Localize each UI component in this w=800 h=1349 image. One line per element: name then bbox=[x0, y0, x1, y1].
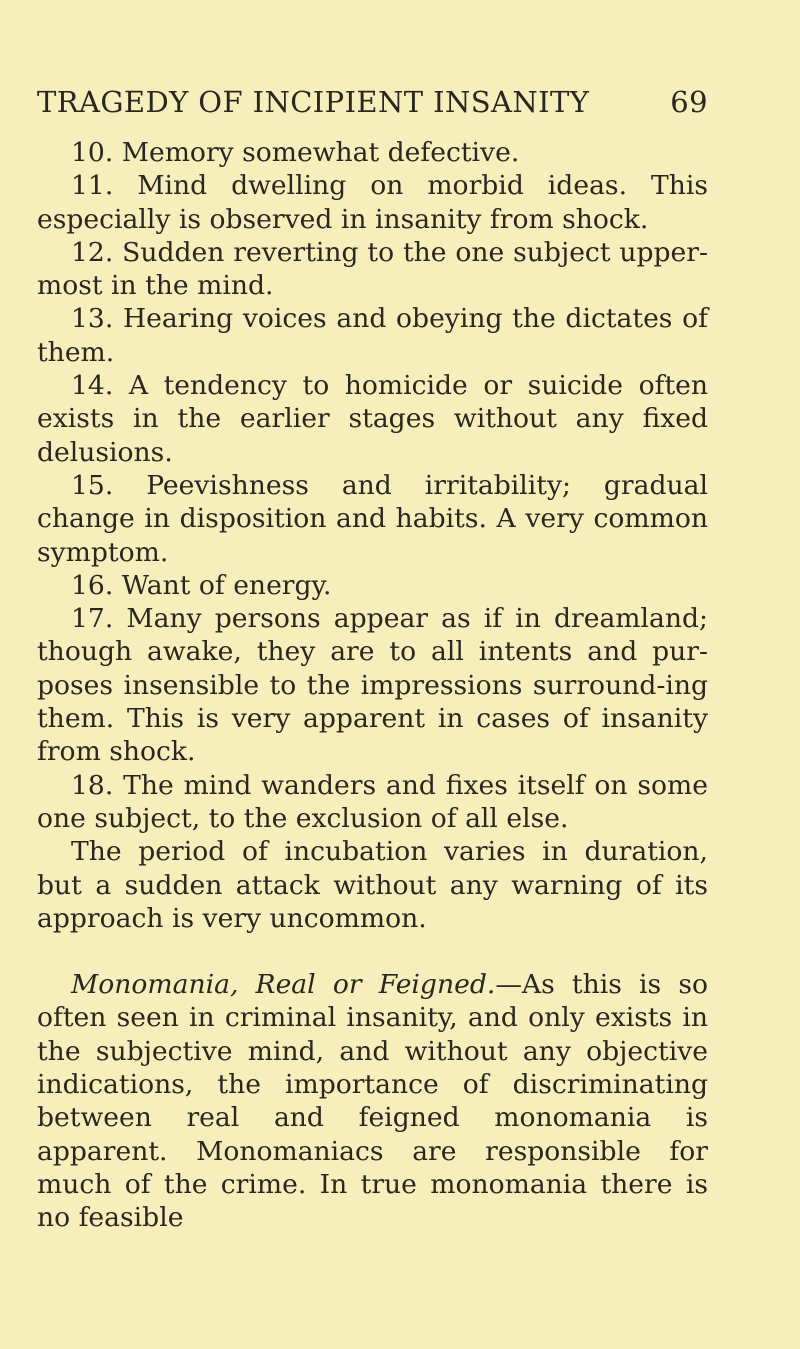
symptom-item-16: 16. Want of energy. bbox=[71, 569, 332, 601]
symptom-item-18: 18. The mind wanders and fixes itself on some one subject, to the exclusion of all else. bbox=[37, 769, 708, 834]
incubation-paragraph: The period of incubation varies in duration, but a sudden attack without any warning of its approach is very uncommon. bbox=[37, 836, 708, 934]
symptom-item-15: 15. Peevishness and irritability; gradual change in disposition and habits. A very common symptom. bbox=[37, 469, 708, 568]
monomania-paragraph bbox=[37, 968, 708, 1234]
running-title: TRAGEDY OF INCIPIENT INSANITY bbox=[37, 85, 590, 119]
monomania-heading: Monomania, Real or Feigned. bbox=[71, 969, 496, 1001]
page-number: 69 bbox=[670, 85, 708, 119]
symptom-item-13: 13. Hearing voices and obeying the dictates of them. bbox=[37, 303, 708, 368]
symptom-item-10: 10. Memory somewhat defective. bbox=[71, 137, 520, 168]
symptom-item-17: 17. Many persons appear as if in dreamland; though awake, they are to all intents and pur-poses insensible to the impressions surround-ing them. This is very apparent in cases of insanity from shock. bbox=[37, 603, 708, 768]
running-head bbox=[37, 78, 708, 136]
symptom-item-11: 11. Mind dwelling on morbid ideas. This especially is observed in insanity from shock. bbox=[37, 170, 708, 235]
symptom-item-14: 14. A tendency to homicide or suicide often exists in the earlier stages without any fixed delusions. bbox=[37, 370, 708, 468]
symptom-item-12: 12. Sudden reverting to the one subject upper-most in the mind. bbox=[37, 236, 708, 302]
monomania-text: —As this is so often seen in criminal insanity, and only exists in the subjective mind, and without any objective indications, the importance of discriminating between real and feigned monomania is apparent. Monomaniacs are responsible for much of the crime. In true monomania there is no feasible bbox=[37, 969, 708, 1234]
body-text bbox=[37, 136, 708, 1235]
